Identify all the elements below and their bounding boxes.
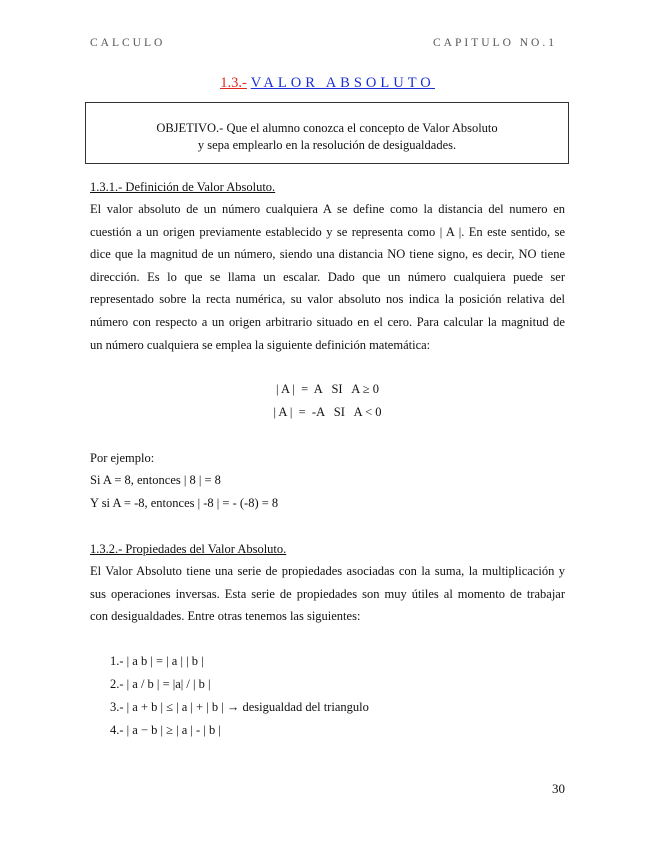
objective-line-1: OBJETIVO.- Que el alumno conozca el concepto de Valor Absoluto [156, 121, 498, 135]
section-title [0, 75, 655, 92]
paragraph-line: cuestión a un origen previamente establecido y se representa como | A |. En este sentido, se [90, 224, 565, 239]
paragraph-line: con desigualdades. Entre otras tenemos las siguientes: [90, 609, 361, 624]
running-header-left: CALCULO [90, 37, 166, 49]
properties-paragraph [90, 560, 565, 628]
section-number: 1.3.- [220, 75, 247, 91]
paragraph-line: dirección. Es lo que se llama un escalar. Dado que un número cualquiera puede ser [90, 269, 565, 284]
paragraph-line: El Valor Absoluto tiene una serie de propiedades asociadas con la suma, la multiplicación y [90, 564, 565, 578]
section-name: VALOR ABSOLUTO [250, 75, 435, 91]
definition-heading: 1.3.1.- Definición de Valor Absoluto. [90, 180, 276, 194]
definition-paragraph [90, 198, 565, 356]
property-item: 1.- | a b | = | a | | b | [110, 654, 204, 668]
paragraph-line: un número cualquiera se emplea la siguiente definición matemática: [90, 337, 431, 352]
example-2: Y si A = -8, entonces | -8 | = - (-8) = 8 [90, 496, 279, 510]
paragraph-line: sus operaciones inversas. Esta serie de propiedades son muy útiles al momento de trabajar [90, 586, 565, 601]
objective-box [85, 102, 569, 164]
property-item: 4.- | a − b | ≥ | a | - | b | [110, 723, 221, 737]
objective-line-2: y sepa emplearlo en la resolución de desigualdades. [197, 138, 457, 152]
page-number: 30 [552, 781, 565, 796]
property-item: 2.- | a / b | = |a| / | b | [110, 677, 211, 691]
example-label: Por ejemplo: [90, 451, 155, 465]
formula-positive: | A | = A SI A ≥ 0 [276, 382, 379, 396]
formula-negative: | A | = -A SI A < 0 [273, 405, 382, 419]
paragraph-line: dice que la magnitud de un número, siendo una distancia NO tiene signo, es decir, NO tiene [90, 247, 565, 262]
running-header-right: CAPITULO NO.1 [433, 37, 557, 49]
example-1: Si A = 8, entonces | 8 | = 8 [90, 473, 221, 487]
paragraph-line: El valor absoluto de un número cualquiera A se define como la distancia del numero en [90, 202, 565, 216]
properties-heading: 1.3.2.- Propiedades del Valor Absoluto. [90, 542, 287, 556]
paragraph-line: representado sobre la recta numérica, su valor absoluto nos indica la posición relativa del [90, 292, 565, 307]
property-item: 3.- | a + b | ≤ | a | + | b | → desigualdad del triangulo [110, 700, 369, 714]
paragraph-line: número con respecto a un origen arbitrario situado en el cero. Para calcular la magnitud de [90, 314, 565, 329]
